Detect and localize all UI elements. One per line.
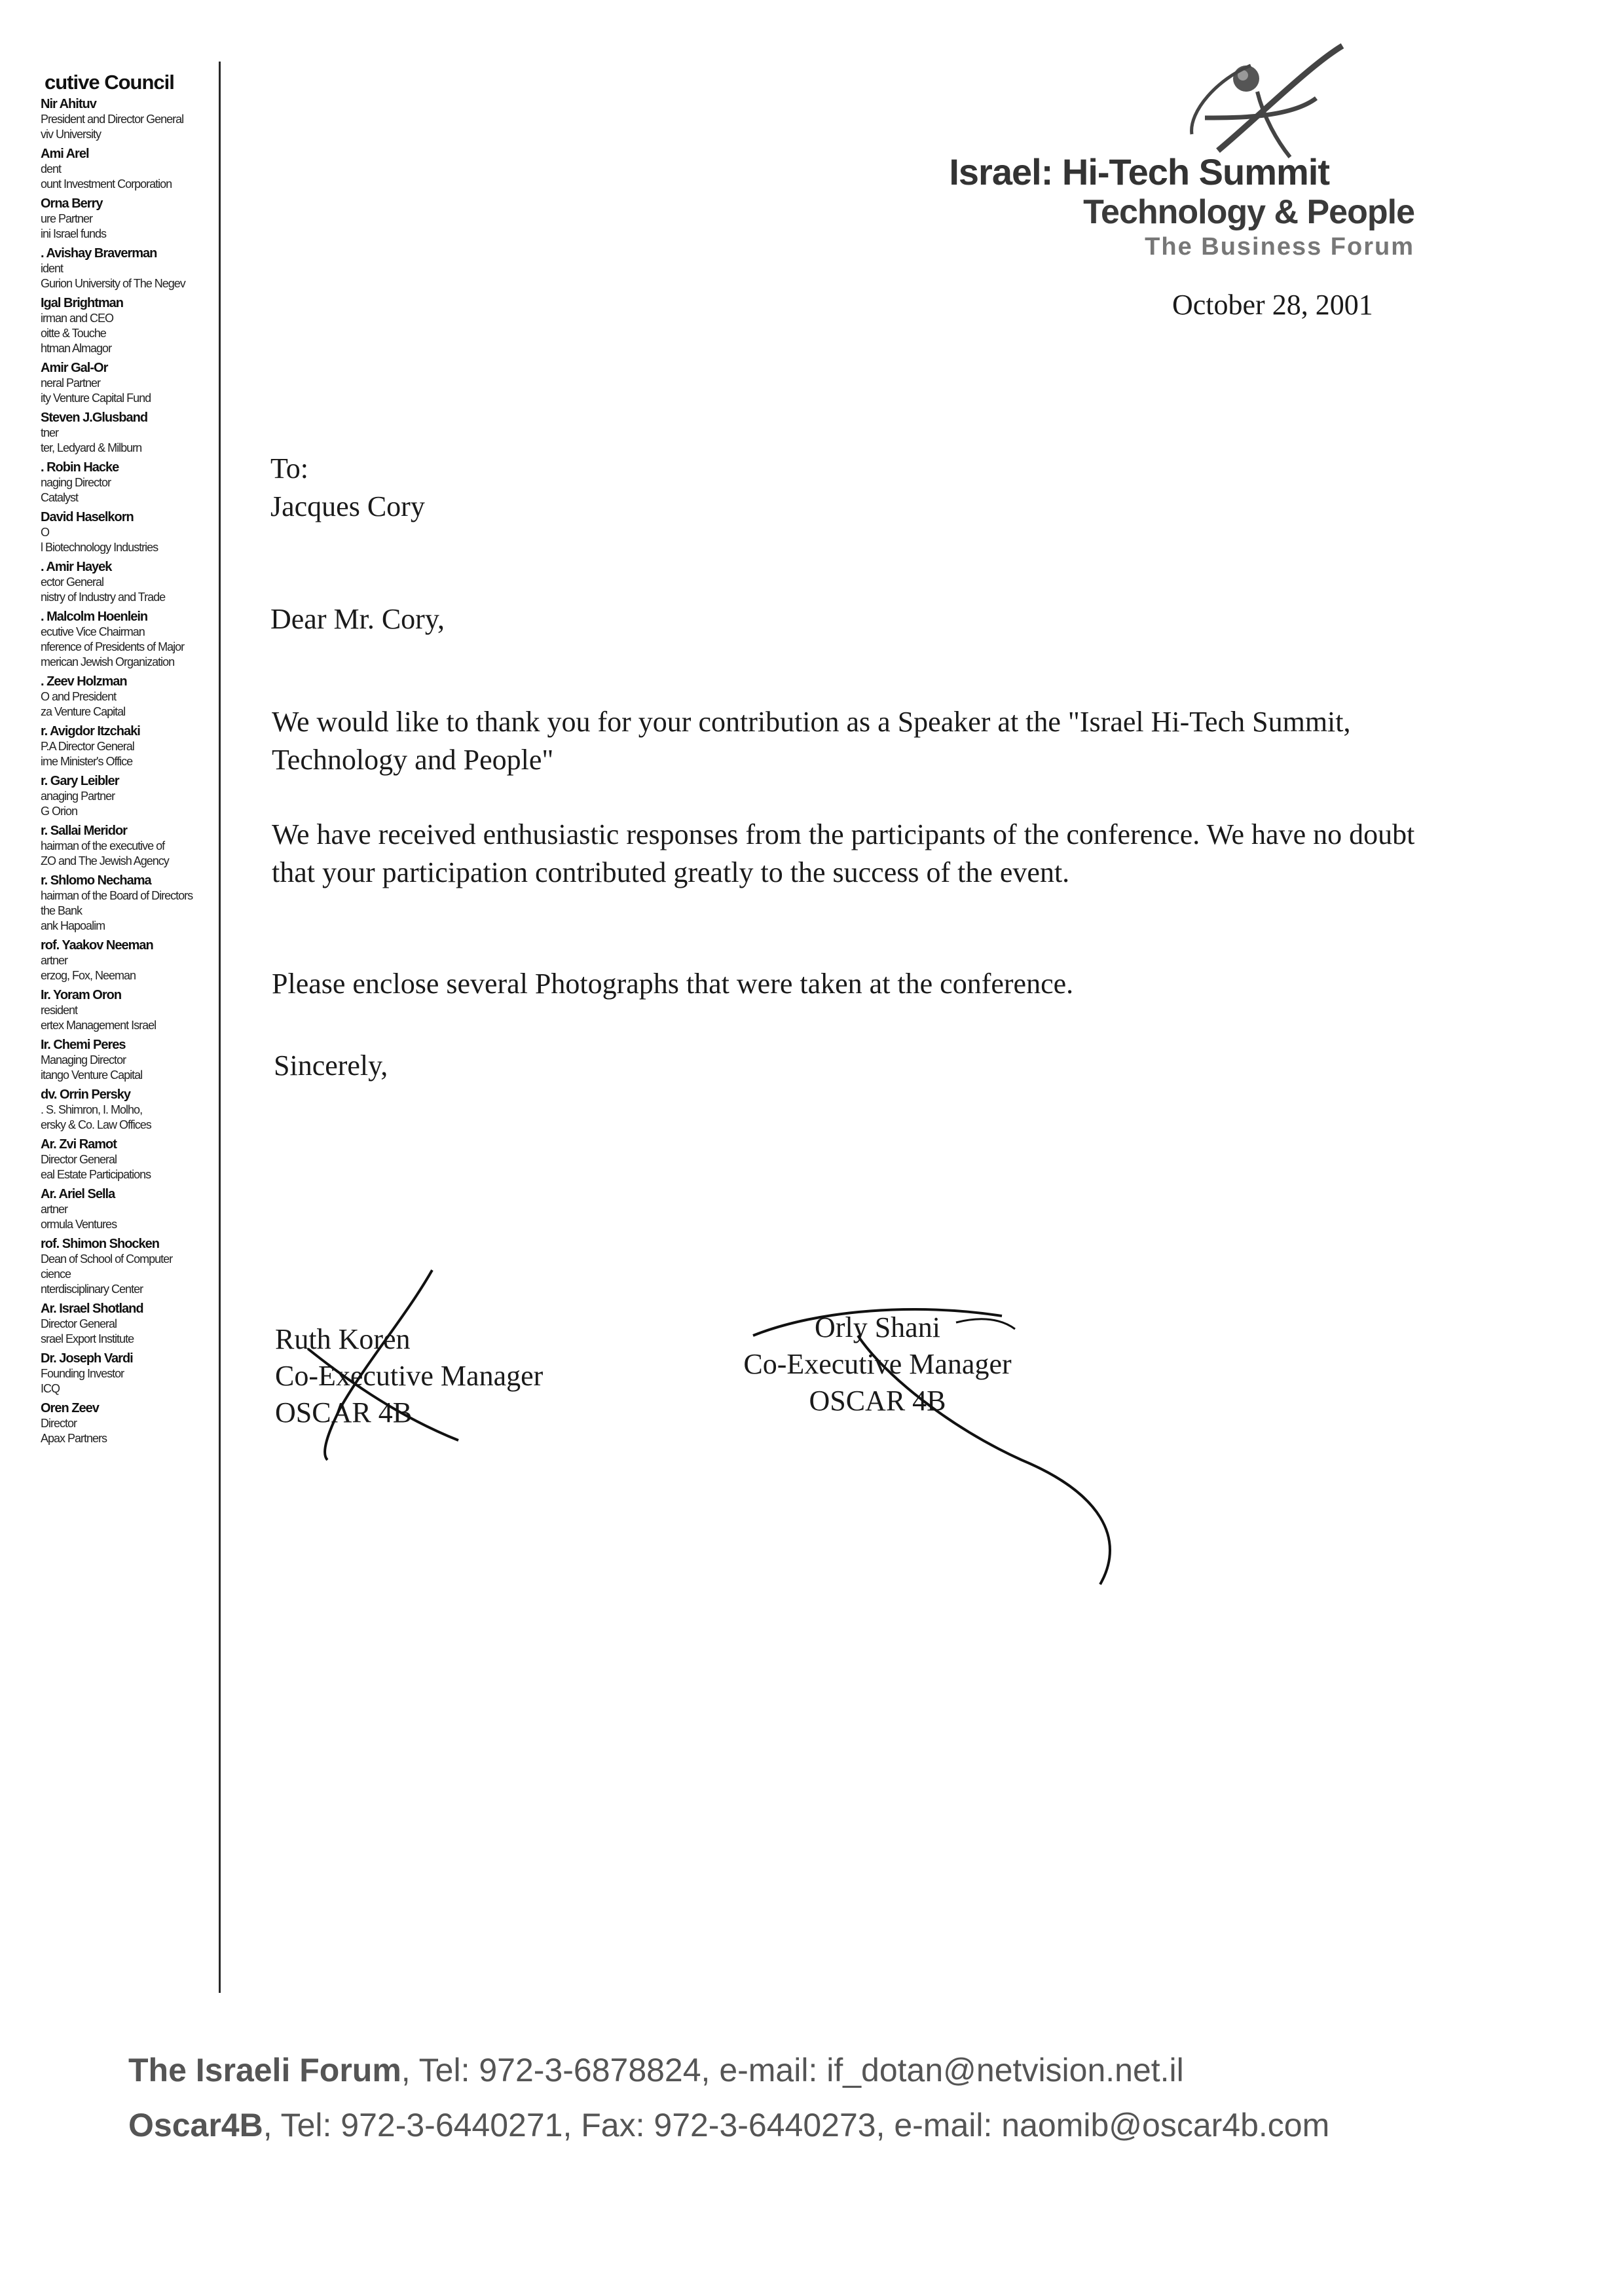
council-member-name: rof. Yaakov Neeman <box>41 938 153 953</box>
council-member-role: viv University <box>41 128 101 141</box>
council-member-name: r. Avigdor Itzchaki <box>41 724 140 738</box>
council-member-name: . Robin Hacke <box>41 460 119 475</box>
council-member-role: itango Venture Capital <box>41 1068 143 1082</box>
signature-block-right <box>720 1309 1035 1419</box>
signatory-name: Orly Shani <box>815 1311 940 1343</box>
council-member-role: G Orion <box>41 805 78 818</box>
council-member <box>41 460 216 505</box>
council-member-name: Igal Brightman <box>41 296 124 310</box>
summit-logo <box>943 20 1414 261</box>
council-member-role: ecutive Vice Chairman <box>41 625 145 638</box>
council-member <box>41 824 216 869</box>
council-member-name: Steven J.Glusband <box>41 410 148 425</box>
council-member <box>41 1038 216 1083</box>
council-member-role: hairman of the Board of Directors <box>41 889 193 902</box>
footer-contact: , Tel: 972-3-6878824, e-mail: if_dotan@netvision.net.il <box>401 2052 1184 2088</box>
council-member-role: O and President <box>41 690 117 703</box>
council-member-name: rof. Shimon Shocken <box>41 1237 160 1251</box>
council-member-role: irman and CEO <box>41 312 114 325</box>
council-member-role: . S. Shimron, I. Molho, <box>41 1103 143 1116</box>
council-member <box>41 296 216 356</box>
signatory-title: Co-Executive Manager <box>743 1348 1012 1380</box>
council-member-role: l Biotechnology Industries <box>41 541 158 554</box>
council-member-role: President and Director General <box>41 113 184 126</box>
council-member-role: resident <box>41 1004 78 1017</box>
council-member <box>41 610 216 670</box>
council-member-role: htman Almagor <box>41 342 112 355</box>
council-member <box>41 1187 216 1232</box>
council-member-name: Nir Ahituv <box>41 97 96 111</box>
body-paragraph-thanks: We would like to thank you for your contribution as a Speaker at the "Israel Hi-Tech Summit, Technology and People" <box>272 706 1351 776</box>
logo-tagline: The Business Forum <box>1145 233 1414 261</box>
council-member-role: ident <box>41 262 64 275</box>
council-member <box>41 1302 216 1347</box>
council-member <box>41 410 216 456</box>
council-member-name: Ir. Chemi Peres <box>41 1038 126 1052</box>
council-member-name: . Avishay Braverman <box>41 246 157 261</box>
council-member-name: Ir. Yoram Oron <box>41 988 122 1002</box>
council-member-role: srael Export Institute <box>41 1332 134 1345</box>
council-member-name: Orna Berry <box>41 196 103 211</box>
footer-org: The Israeli Forum <box>128 2052 401 2088</box>
footer-line-oscar4b <box>128 2098 1329 2153</box>
council-member-name: Ami Arel <box>41 147 89 161</box>
council-member <box>41 1137 216 1182</box>
council-member <box>41 1351 216 1396</box>
council-member <box>41 560 216 605</box>
council-member-role: Director General <box>41 1153 117 1166</box>
council-member-role: anaging Partner <box>41 790 115 803</box>
council-member-role: eal Estate Participations <box>41 1168 151 1181</box>
council-member-role: Catalyst <box>41 491 79 504</box>
council-member-role: ICQ <box>41 1382 60 1395</box>
council-member-role: ount Investment Corporation <box>41 177 172 191</box>
council-member-role: Founding Investor <box>41 1367 124 1380</box>
council-member-name: Oren Zeev <box>41 1401 99 1415</box>
council-member-role: nterdisciplinary Center <box>41 1283 143 1296</box>
council-member <box>41 97 216 142</box>
council-member-role: the Bank <box>41 904 83 917</box>
council-member-role: ure Partner <box>41 212 93 225</box>
signatory-org: OSCAR 4B <box>809 1385 946 1417</box>
logo-subtitle: Technology & People <box>1083 193 1414 231</box>
council-title: cutive Council <box>45 71 174 94</box>
council-member-role: neral Partner <box>41 376 101 390</box>
council-member-role: hairman of the executive of <box>41 839 165 852</box>
council-member-name: r. Shlomo Nechama <box>41 873 151 888</box>
council-member-name: Dr. Joseph Vardi <box>41 1351 133 1366</box>
council-member-role: oitte & Touche <box>41 327 106 340</box>
council-member-role: ank Hapoalim <box>41 919 105 932</box>
council-member-name: Ar. Zvi Ramot <box>41 1137 117 1152</box>
council-member <box>41 873 216 934</box>
council-member-role: O <box>41 526 50 539</box>
council-member-name: . Amir Hayek <box>41 560 112 574</box>
council-member-role: tner <box>41 426 59 439</box>
signatory-org: OSCAR 4B <box>275 1396 413 1429</box>
council-member-name: Ar. Ariel Sella <box>41 1187 115 1201</box>
council-member-name: dv. Orrin Persky <box>41 1087 131 1102</box>
council-member-name: . Malcolm Hoenlein <box>41 610 148 624</box>
council-member-name: Ar. Israel Shotland <box>41 1302 143 1316</box>
signature-block-left <box>275 1321 543 1431</box>
council-member-role: artner <box>41 954 68 967</box>
council-member <box>41 674 216 720</box>
recipient-name: Jacques Cory <box>270 490 425 522</box>
council-member-role: ector General <box>41 575 104 589</box>
signatory-title: Co-Executive Manager <box>275 1360 544 1392</box>
council-member-list <box>41 97 216 1446</box>
council-member-role: nference of Presidents of Major <box>41 640 185 653</box>
council-member-role: Director <box>41 1417 77 1430</box>
signatory-name: Ruth Koren <box>275 1323 411 1355</box>
council-member <box>41 774 216 819</box>
council-member <box>41 988 216 1033</box>
council-member-role: ormula Ventures <box>41 1218 117 1231</box>
council-member-role: ZO and The Jewish Agency <box>41 854 169 867</box>
council-member-role: ter, Ledyard & Milburn <box>41 441 142 454</box>
council-member <box>41 510 216 555</box>
council-member-role: nistry of Industry and Trade <box>41 591 166 604</box>
footer-line-israeli-forum <box>128 2043 1329 2098</box>
council-member <box>41 1237 216 1297</box>
council-member <box>41 196 216 242</box>
footer-org: Oscar4B <box>128 2107 263 2143</box>
council-member <box>41 246 216 291</box>
salutation: Dear Mr. Cory, <box>270 603 445 635</box>
council-member <box>41 1401 216 1446</box>
council-member-role: za Venture Capital <box>41 705 126 718</box>
logo-swoosh-icon <box>1179 20 1401 164</box>
council-member-role: dent <box>41 162 62 175</box>
council-member-name: r. Sallai Meridor <box>41 824 127 838</box>
body-paragraph-responses: We have received enthusiastic responses from the participants of the conference. We have no doubt that your participation contributed greatly to the success of the event. <box>272 818 1415 888</box>
council-member <box>41 724 216 769</box>
council-member <box>41 938 216 983</box>
closing: Sincerely, <box>274 1049 388 1082</box>
council-member-role: erzog, Fox, Neeman <box>41 969 136 982</box>
council-member-name: . Zeev Holzman <box>41 674 127 689</box>
council-member-role: Dean of School of Computer <box>41 1252 173 1266</box>
council-member-role: artner <box>41 1203 68 1216</box>
council-member-role: merican Jewish Organization <box>41 655 175 668</box>
council-member-role: Gurion University of The Negev <box>41 277 185 290</box>
logo-title: Israel: Hi-Tech Summit <box>949 151 1329 192</box>
executive-council-column <box>41 71 216 1451</box>
recipient-label: To: <box>270 452 309 484</box>
letter-date: October 28, 2001 <box>1172 289 1373 321</box>
body-paragraph-photos: Please enclose several Photographs that were taken at the conference. <box>272 968 1074 1000</box>
council-member-role: ity Venture Capital Fund <box>41 392 151 405</box>
council-member-role: cience <box>41 1267 71 1281</box>
council-member-name: Amir Gal-Or <box>41 361 108 375</box>
council-member-role: Managing Director <box>41 1053 126 1066</box>
letterhead-footer <box>128 2043 1329 2153</box>
council-member-role: ime Minister's Office <box>41 755 133 768</box>
council-member-role: Apax Partners <box>41 1432 107 1445</box>
council-member-role: naging Director <box>41 476 111 489</box>
council-member-role: Director General <box>41 1317 117 1330</box>
council-member <box>41 1087 216 1133</box>
council-divider <box>219 62 221 1993</box>
footer-contact: , Tel: 972-3-6440271, Fax: 972-3-6440273, e-mail: naomib@oscar4b.com <box>263 2107 1330 2143</box>
council-member-role: ertex Management Israel <box>41 1019 157 1032</box>
council-member-role: ersky & Co. Law Offices <box>41 1118 151 1131</box>
council-member-name: r. Gary Leibler <box>41 774 119 788</box>
council-member-role: ini Israel funds <box>41 227 107 240</box>
council-member-name: David Haselkorn <box>41 510 134 524</box>
council-member <box>41 361 216 406</box>
council-member-role: P.A Director General <box>41 740 134 753</box>
council-member <box>41 147 216 192</box>
